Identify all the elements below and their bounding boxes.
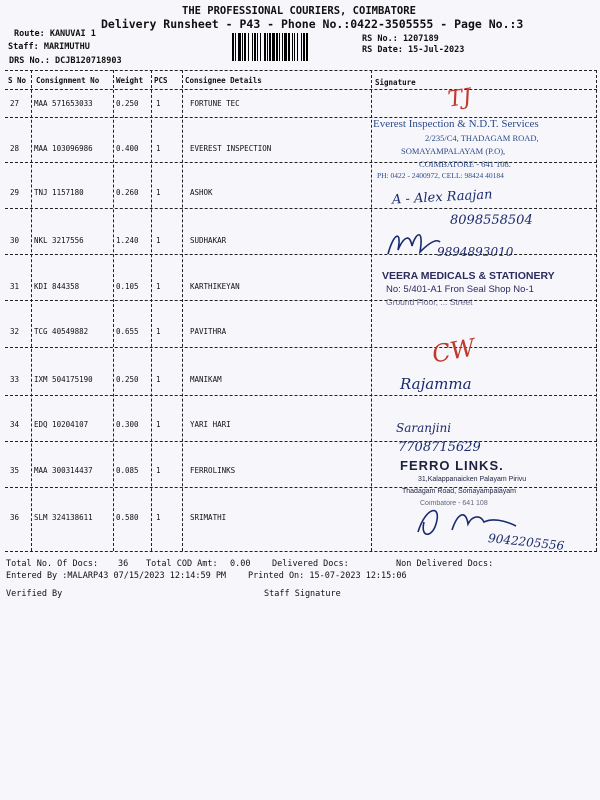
rs-number: RS No.: 1207189: [362, 34, 439, 44]
ashok-signature: A - Alex Raajan: [391, 187, 493, 208]
cell-consignment: MAA 571653033: [34, 99, 93, 108]
verified-by: Verified By: [6, 589, 63, 599]
total-docs-value: 36: [118, 559, 129, 569]
everest-stamp-line: SOMAYAMPALAYAM (P.O),: [401, 146, 506, 156]
header-signature: Signature: [375, 78, 416, 87]
cell-pcs: 1: [156, 327, 161, 336]
drs-number: DRS No.: DCJB120718903: [9, 56, 122, 66]
cell-sno: 28: [10, 144, 20, 153]
cell-consignment: EDQ 10204107: [34, 420, 89, 429]
col-divider: [371, 70, 372, 551]
cell-weight: 0.260: [116, 188, 139, 197]
sudhakar-phone: 9894893010: [437, 245, 514, 259]
cell-pcs: 1: [156, 513, 161, 522]
row-divider: [5, 441, 597, 442]
staff-label: Staff: MARIMUTHU: [8, 42, 90, 52]
header-pcs: PCS: [154, 76, 168, 85]
cell-consignment: MAA 300314437: [34, 466, 93, 475]
runsheet-title: Delivery Runsheet - P43 - Phone No.:0422-3505555 - Page No.:3: [101, 17, 524, 31]
row-divider: [5, 208, 597, 209]
header-weight: Weight: [116, 76, 144, 85]
everest-stamp-line: COIMBATORE - 641 108.: [419, 159, 511, 169]
cod-value: 0.00: [230, 559, 251, 569]
cell-pcs: 1: [156, 375, 161, 384]
cell-consignment: MAA 103096986: [34, 144, 93, 153]
ashok-phone: 8098558504: [450, 213, 533, 228]
sudhakar-signature: [384, 226, 444, 260]
cell-consignment: TCG 40549882: [34, 327, 89, 336]
cell-weight: 0.085: [116, 466, 139, 475]
veera-stamp-line: VEERA MEDICALS & STATIONERY: [382, 270, 555, 282]
ferro-stamp-line: Thadagam Road, Somayampalayam: [402, 488, 517, 495]
everest-stamp-line: PH: 0422 - 2400972, CELL: 98424 40184: [377, 171, 504, 180]
tj-mark: TJ: [446, 84, 474, 113]
total-docs-label: Total No. Of Docs:: [6, 559, 99, 569]
everest-stamp-line: Everest Inspection & N.D.T. Services: [373, 118, 539, 130]
srimathi-phone: 9042205556: [487, 531, 565, 553]
ferro-stamp-line: Coimbatore - 641 108: [420, 500, 488, 507]
cell-consignee: SRIMATHI: [190, 513, 227, 522]
cell-consignee: FERROLINKS: [190, 466, 236, 475]
header-consignment: Consignment No: [36, 76, 100, 85]
cell-pcs: 1: [156, 99, 161, 108]
yari-signature: Saranjini: [396, 421, 452, 435]
non-delivered-docs-label: Non Delivered Docs:: [396, 559, 494, 569]
delivered-docs-label: Delivered Docs:: [272, 559, 349, 569]
cell-consignee: FORTUNE TEC: [190, 99, 240, 108]
cw-mark: CW: [429, 333, 478, 369]
cell-sno: 35: [10, 466, 20, 475]
table-top-border: [5, 70, 597, 71]
col-divider: [151, 70, 152, 551]
route-label: Route: KANUVAI 1: [14, 29, 96, 39]
cell-pcs: 1: [156, 282, 161, 291]
printed-on: Printed On: 15-07-2023 12:15:06: [248, 571, 407, 581]
cell-sno: 27: [10, 99, 20, 108]
row-divider: [5, 395, 597, 396]
cell-sno: 33: [10, 375, 20, 384]
everest-stamp-line: 2/235/C4, THADAGAM ROAD,: [425, 133, 539, 143]
cell-consignee: SUDHAKAR: [190, 236, 227, 245]
staff-signature-label: Staff Signature: [264, 589, 341, 599]
row-divider: [5, 347, 597, 348]
veera-stamp-line: Ground Floor, ... Street: [386, 297, 473, 307]
cell-weight: 0.580: [116, 513, 139, 522]
cell-consignment: IXM 504175190: [34, 375, 93, 384]
cell-pcs: 1: [156, 466, 161, 475]
table-bottom-border: [5, 551, 597, 552]
header-sno: S No: [8, 76, 27, 85]
cell-consignment: SLM 324138611: [34, 513, 93, 522]
cell-weight: 0.400: [116, 144, 139, 153]
cell-sno: 36: [10, 513, 20, 522]
table-header-border: [5, 89, 597, 90]
entered-by: Entered By :MALARP43 07/15/2023 12:14:59 PM: [6, 571, 227, 581]
col-divider: [596, 70, 597, 551]
cell-weight: 0.250: [116, 375, 139, 384]
cell-weight: 0.300: [116, 420, 139, 429]
col-divider: [182, 70, 183, 551]
cell-sno: 31: [10, 282, 20, 291]
ferro-stamp-line: 31,Kalappanaicken Palayam Pirivu: [418, 476, 527, 483]
yari-phone: 7708715629: [398, 440, 481, 455]
cod-label: Total COD Amt:: [146, 559, 218, 569]
cell-pcs: 1: [156, 188, 161, 197]
cell-consignee: YARI HARI: [190, 420, 231, 429]
cell-consignment: TNJ 1157180: [34, 188, 84, 197]
cell-consignee: EVEREST INSPECTION: [190, 144, 272, 153]
cell-weight: 0.105: [116, 282, 139, 291]
cell-consignee: MANIKAM: [190, 375, 222, 384]
col-divider: [113, 70, 114, 551]
cell-sno: 32: [10, 327, 20, 336]
barcode-bar: [308, 33, 309, 61]
cell-pcs: 1: [156, 420, 161, 429]
cell-consignee: ASHOK: [190, 188, 213, 197]
barcode: [232, 33, 354, 61]
cell-consignment: KDI 844358: [34, 282, 80, 291]
row-divider: [5, 300, 597, 301]
rs-date: RS Date: 15-Jul-2023: [362, 45, 465, 55]
manikam-signature: Rajamma: [400, 375, 472, 393]
cell-weight: 1.240: [116, 236, 139, 245]
cell-sno: 30: [10, 236, 20, 245]
veera-stamp-line: No: 5/401-A1 Fron Seal Shop No-1: [386, 284, 534, 295]
ferro-stamp-line: FERRO LINKS.: [400, 458, 504, 473]
cell-sno: 29: [10, 188, 20, 197]
cell-pcs: 1: [156, 144, 161, 153]
cell-sno: 34: [10, 420, 20, 429]
cell-consignee: PAVITHRA: [190, 327, 227, 336]
cell-consignment: NKL 3217556: [34, 236, 84, 245]
cell-consignee: KARTHIKEYAN: [190, 282, 240, 291]
cell-weight: 0.250: [116, 99, 139, 108]
cell-pcs: 1: [156, 236, 161, 245]
cell-weight: 0.655: [116, 327, 139, 336]
col-divider: [31, 70, 32, 551]
header-consignee: Consignee Details: [185, 76, 262, 85]
company-title: THE PROFESSIONAL COURIERS, COIMBATORE: [182, 5, 416, 17]
